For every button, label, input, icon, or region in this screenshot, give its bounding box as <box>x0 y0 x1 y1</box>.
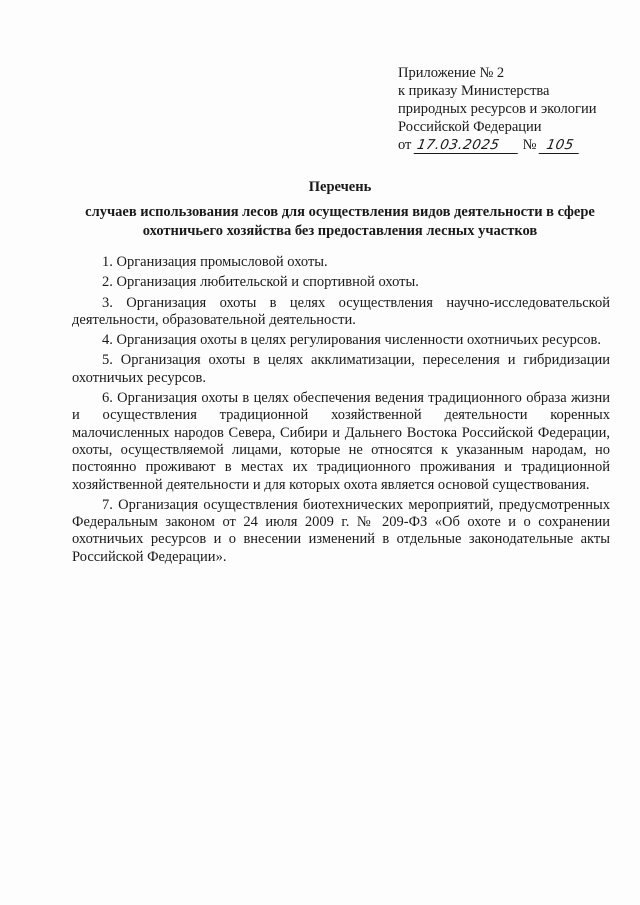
list-item: 5. Организация охоты в целях акклиматизации, переселения и гибридизации охотничьих ресурсов. <box>72 352 610 386</box>
list-item: 7. Организация осуществления биотехнических мероприятий, предусмотренных Федеральным законом от 24 июля 2009 г. № 209-ФЗ «Об охоте и о сохранении охотничьих ресурсов и о внесении изменений в отдельные законодательные акты Российской Федерации». <box>72 496 610 565</box>
appendix-line-1: Приложение № 2 <box>398 65 505 81</box>
list-item: 3. Организация охоты в целях осуществления научно-исследовательской деятельности, образовательной деятельности. <box>72 294 610 328</box>
list-item: 2. Организация любительской и спортивной охоты. <box>102 274 419 291</box>
number-prefix: № <box>522 137 537 153</box>
list-body <box>72 254 610 569</box>
list-item: 6. Организация охоты в целях обеспечения ведения традиционного образа жизни и осуществления традиционной хозяйственной деятельности коренных малочисленных народов Севера, Сибири и Дальнего Востока Российской Федерации, охоты, осуществляемой лицами, которые не относятся к указанным народам, но постоянно проживают в местах их традиционного проживания и традиционной хозяйственной деятельности и для которых охота является основой существования. <box>72 390 610 493</box>
list-item: 1. Организация промысловой охоты. <box>102 254 328 270</box>
appendix-header <box>398 64 598 154</box>
date-prefix: от <box>398 137 412 153</box>
list-item: 4. Организация охоты в целях регулирования численности охотничьих ресурсов. <box>102 332 601 349</box>
handwritten-number: 105 <box>539 138 582 154</box>
handwritten-date: 17.03.2025 <box>414 138 521 154</box>
appendix-date-line <box>398 136 598 154</box>
document-subtitle-line-1: случаев использования лесов для осуществления видов деятельности в сфере <box>85 204 595 220</box>
document-heading: Перечень <box>308 179 372 195</box>
appendix-line-4: Российской Федерации <box>398 119 542 135</box>
document-subtitle-line-2: охотничьего хозяйства без предоставления лесных участков <box>142 223 538 239</box>
appendix-line-2: к приказу Министерства <box>398 83 550 99</box>
appendix-line-3: природных ресурсов и экологии <box>398 101 597 117</box>
